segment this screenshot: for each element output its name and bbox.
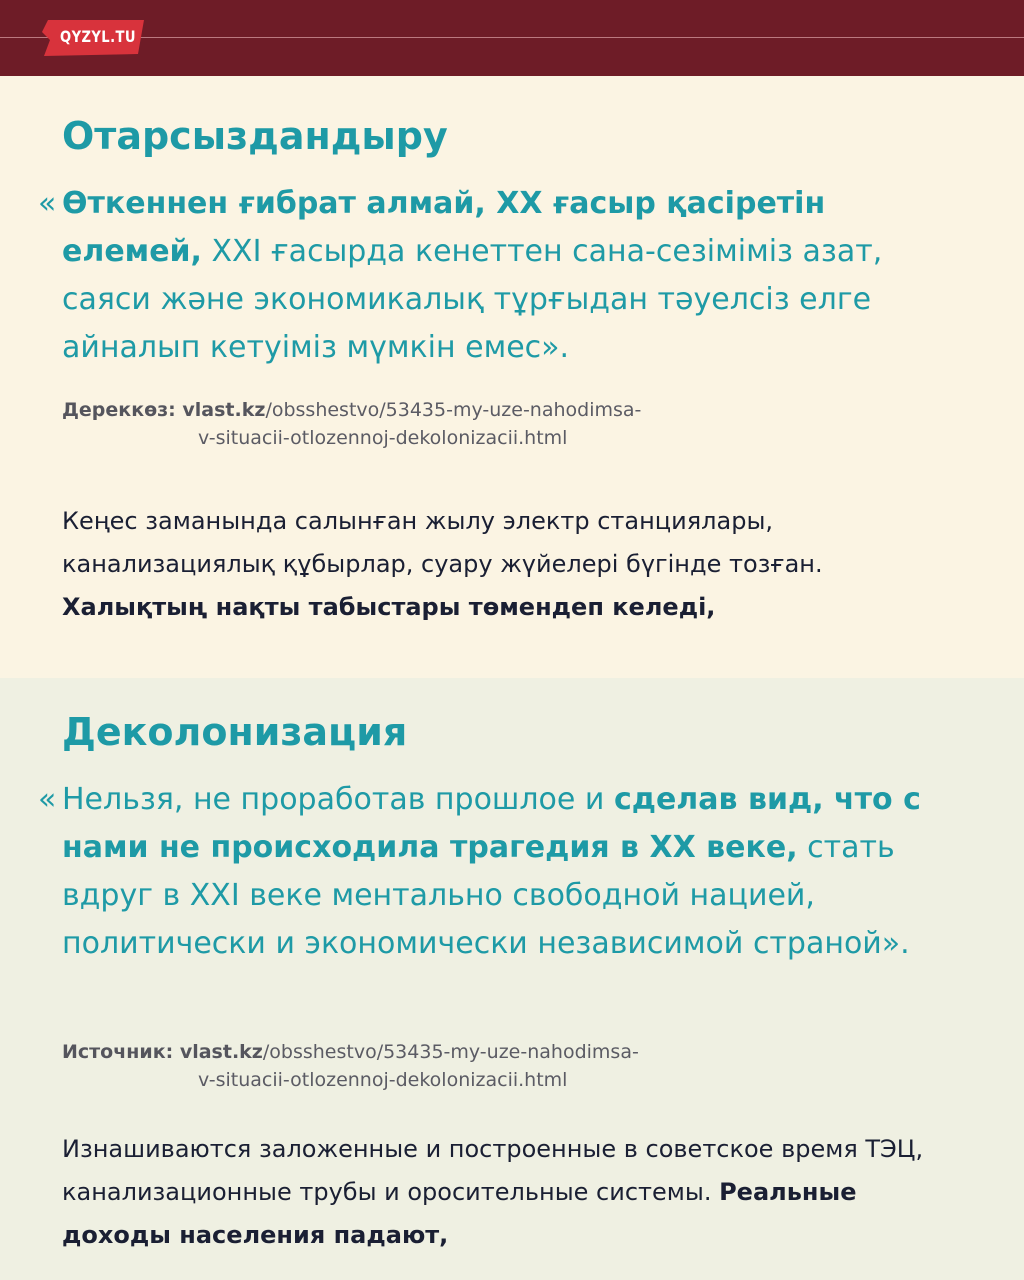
body-text: Кеңес заманында салынған жылу электр станциялары, канализациялық құбырлар, суару жүйелері бүгінде тозған. <box>62 507 823 578</box>
top-bar <box>0 0 1024 76</box>
quote-text: XXI ғасырда кенеттен сана-сезіміміз азат, саяси және экономикалық тұрғыдан тәуелсіз елге айналып кетуіміз мүмкін емес». <box>62 234 883 365</box>
source-label: Источник: <box>62 1041 180 1063</box>
body-paragraph <box>62 1128 972 1257</box>
quote-block <box>38 776 972 968</box>
source-path[interactable]: /obsshestvo/53435-my-uze-nahodimsa- <box>265 399 642 421</box>
source-domain[interactable]: vlast.kz <box>182 399 266 421</box>
quote-block <box>38 180 972 372</box>
logo-text: QYZYL.TU <box>60 27 136 46</box>
section-russian <box>0 678 1024 1280</box>
source-path[interactable]: /obsshestvo/53435-my-uze-nahodimsa- <box>262 1041 639 1063</box>
source-path-continued[interactable]: v-situacii-otlozennoj-dekolonizacii.html <box>198 1069 568 1091</box>
source-citation <box>62 396 962 452</box>
quote-mark: « <box>38 782 57 817</box>
quote-text-start: Нельзя, не проработав прошлое и <box>62 782 614 817</box>
body-paragraph <box>62 500 972 629</box>
source-path-continued[interactable]: v-situacii-otlozennoj-dekolonizacii.html <box>198 427 568 449</box>
section-heading: Деколонизация <box>62 710 408 754</box>
top-bar-rule <box>0 37 1024 38</box>
body-bold-text: Реальные доходы населения падают, <box>62 1178 857 1249</box>
body-bold-text: Халықтың нақты табыстары төмендеп келеді, <box>62 593 716 621</box>
section-heading: Отарсыздандыру <box>62 114 448 158</box>
quote-text: стать вдруг в XXI веке ментально свободной нацией, политически и экономически независимой страной». <box>62 830 910 961</box>
quote-bold: Өткеннен ғибрат алмай, XX ғасыр қасіретін елемей, <box>62 186 826 269</box>
source-label: Дереккөз: <box>62 399 183 421</box>
site-logo[interactable] <box>40 16 146 60</box>
body-text: Изнашиваются заложенные и построенные в советское время ТЭЦ, канализационные трубы и оросительные системы. <box>62 1135 924 1206</box>
quote-mark: « <box>38 186 57 221</box>
quote-bold: сделав вид, что с нами не происходила трагедия в XX веке, <box>62 782 921 865</box>
section-kazakh <box>0 76 1024 678</box>
source-domain[interactable]: vlast.kz <box>179 1041 263 1063</box>
source-citation <box>62 1038 962 1094</box>
